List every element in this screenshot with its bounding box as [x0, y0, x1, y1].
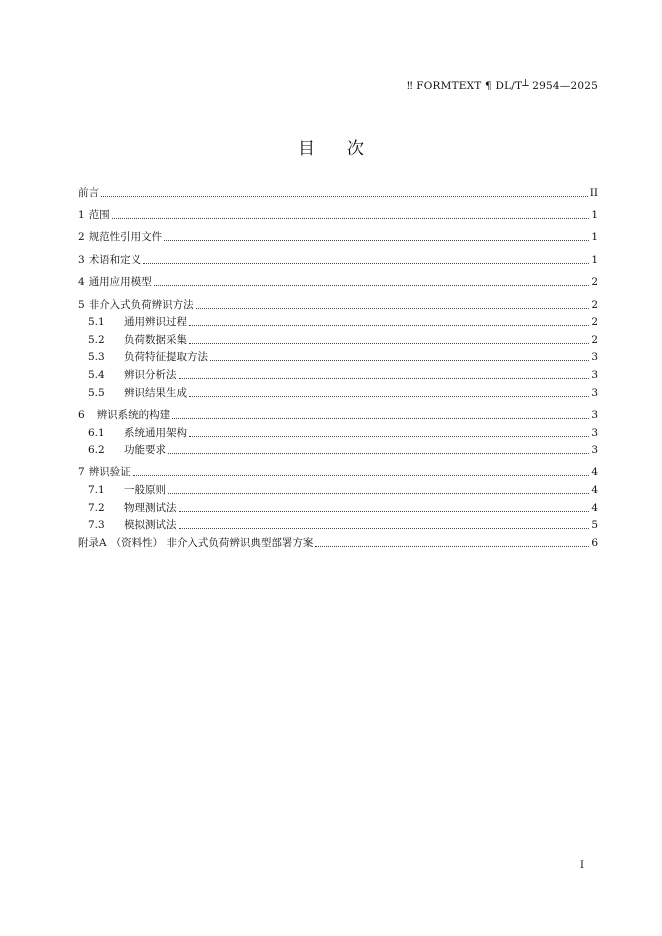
- toc-entry-page: 1: [591, 208, 598, 221]
- toc-entry-number: 5.1: [88, 316, 105, 329]
- toc-leader-dots: [189, 436, 589, 437]
- toc-entry-number: 5: [78, 298, 85, 311]
- toc-entry-page: 1: [591, 253, 598, 266]
- page-number: I: [580, 860, 584, 871]
- toc-leader-dots: [133, 475, 590, 476]
- toc-leader-dots: [210, 360, 589, 361]
- toc-entry-page: 3: [591, 426, 598, 439]
- toc-entry-number: 2: [78, 231, 85, 244]
- toc-entry-page: 4: [591, 484, 598, 497]
- toc-entry-page: 3: [591, 368, 598, 381]
- toc-leader-dots: [315, 546, 589, 547]
- toc-entry-page: 3: [591, 408, 598, 421]
- toc-leader-dots: [179, 528, 590, 529]
- toc-entry-1[interactable]: [78, 203, 598, 221]
- toc-leader-dots: [112, 218, 590, 219]
- toc-entry-number: 1: [78, 208, 85, 221]
- toc-entry-number: 附录A: [78, 536, 107, 549]
- toc-entry-page: 3: [591, 444, 598, 457]
- toc-entry-label: 辨识系统的构建: [96, 408, 171, 421]
- toc-entry-5-5[interactable]: [78, 381, 598, 399]
- toc-entry-label: 术语和定义: [88, 253, 142, 266]
- toc-leader-dots: [143, 263, 589, 264]
- toc-entry-5-1[interactable]: [78, 311, 598, 329]
- toc-entry-page: 4: [591, 501, 598, 514]
- toc-leader-dots: [154, 285, 590, 286]
- toc-entry-7-3[interactable]: [78, 514, 598, 532]
- toc-entry-2[interactable]: [78, 226, 598, 244]
- toc-entry-label: 通用辨识过程: [124, 316, 187, 329]
- toc-entry-page: 4: [591, 466, 598, 479]
- toc-entry-number: 7: [78, 466, 85, 479]
- toc-entry-page: 3: [591, 386, 598, 399]
- toc-entry-label: 一般原则: [124, 484, 166, 497]
- toc-entry-label: 系统通用架构: [124, 426, 187, 439]
- toc-entry-page: 6: [591, 536, 598, 549]
- toc-entry-6-1[interactable]: [78, 421, 598, 439]
- toc-entry-number: 6.2: [88, 444, 105, 457]
- toc-entry-label: 负荷特征提取方法: [124, 351, 208, 364]
- toc-leader-dots: [168, 493, 589, 494]
- toc-entry-label: 负荷数据采集: [124, 333, 187, 346]
- toc-entry-foreword[interactable]: [78, 181, 598, 199]
- toc-leader-dots: [179, 378, 590, 379]
- toc-entry-label: （资料性） 非介入式负荷辨识典型部署方案: [110, 536, 314, 549]
- toc-entry-number: 5.2: [88, 333, 105, 346]
- toc-leader-dots: [179, 511, 590, 512]
- toc-entry-7[interactable]: [78, 461, 598, 479]
- toc-entry-page: 1: [591, 231, 598, 244]
- toc-entry-label: 范围: [88, 208, 110, 221]
- toc-entry-5-2[interactable]: [78, 328, 598, 346]
- toc-entry-number: 6: [78, 408, 85, 421]
- toc-entry-6-2[interactable]: [78, 439, 598, 457]
- toc-entry-label: 功能要求: [124, 444, 166, 457]
- toc-entry-label: 物理测试法: [124, 501, 177, 514]
- toc-entry-page: 2: [591, 276, 598, 289]
- toc-entry-label: 通用应用模型: [88, 276, 152, 289]
- toc-entry-5[interactable]: [78, 293, 598, 311]
- toc-leader-dots: [196, 308, 590, 309]
- toc-leader-dots: [189, 343, 589, 344]
- toc-entry-number: 5.5: [88, 386, 105, 399]
- toc-entry-appendix-a[interactable]: [78, 531, 598, 549]
- toc-entry-number: 5.4: [88, 368, 105, 381]
- toc-entry-number: 5.3: [88, 351, 105, 364]
- toc-entry-label: 辨识结果生成: [124, 386, 187, 399]
- toc-leader-dots: [189, 325, 589, 326]
- toc-leader-dots: [189, 396, 589, 397]
- toc-entry-5-3[interactable]: [78, 346, 598, 364]
- toc-leader-dots: [172, 418, 589, 419]
- toc-entry-4[interactable]: [78, 271, 598, 289]
- toc-entry-label: 辨识分析法: [124, 368, 177, 381]
- toc-entry-page: 2: [591, 316, 598, 329]
- toc-entry-number: 7.2: [88, 501, 105, 514]
- toc-entry-label: 规范性引用文件: [88, 231, 163, 244]
- toc-entry-page: 2: [591, 333, 598, 346]
- toc-entry-6[interactable]: [78, 403, 598, 421]
- toc-entry-number: 4: [78, 276, 85, 289]
- toc-entry-7-2[interactable]: [78, 496, 598, 514]
- toc-entry-page: II: [589, 186, 598, 199]
- document-code: ‼ FORMTEXT ¶ DL/T┴ 2954—2025: [406, 80, 598, 92]
- toc-entry-number: 7.1: [88, 484, 105, 497]
- toc-leader-dots: [101, 196, 588, 197]
- toc-entry-label: 模拟测试法: [124, 519, 177, 532]
- toc-entry-label: 前言: [78, 186, 99, 199]
- toc-entry-page: 5: [591, 519, 598, 532]
- page-title: 目次: [298, 139, 396, 159]
- toc-entry-label: 辨识验证: [88, 466, 131, 479]
- toc-entry-3[interactable]: [78, 248, 598, 266]
- toc-leader-dots: [164, 240, 589, 241]
- toc-entry-number: 6.1: [88, 426, 105, 439]
- toc-entry-page: 3: [591, 351, 598, 364]
- toc-entry-label: 非介入式负荷辨识方法: [88, 298, 194, 311]
- toc-leader-dots: [168, 453, 589, 454]
- table-of-contents: [78, 181, 598, 549]
- toc-entry-page: 2: [591, 298, 598, 311]
- toc-entry-number: 3: [78, 253, 85, 266]
- toc-entry-7-1[interactable]: [78, 478, 598, 496]
- toc-entry-5-4[interactable]: [78, 363, 598, 381]
- toc-entry-number: 7.3: [88, 519, 105, 532]
